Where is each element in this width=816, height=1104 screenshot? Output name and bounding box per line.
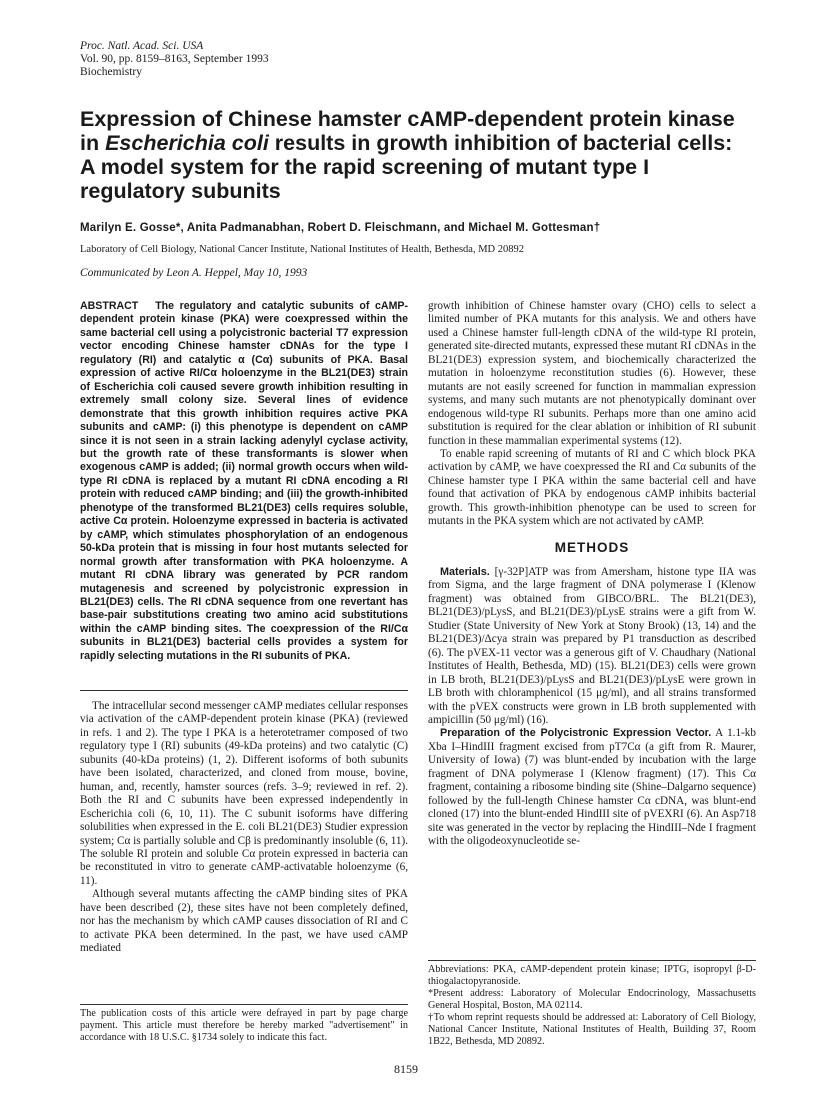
materials-label: Materials. [440,566,490,578]
abstract-text: The regulatory and catalytic subunits of cAMP-dependent protein kinase (PKA) were coexpressed within the same bacterial cell using a polycistronic bacterial T7 expression vector encoding Chinese hamster cDNAs for the type I regulatory (RI) and catalytic α (Cα) subunits of PKA. Basal expression of active RI/Cα holoenzyme in the BL21(DE3) strain of Escherichia coli caused severe growth inhibition resulting in extremely small colony size. Several lines of evidence demonstrate that this growth inhibition requires active PKA subunits and cAMP: (i) this phenotype is dependent on cAMP since it is not seen in a strain lacking adenylyl cyclase activity, but the growth rate of these transformants is slower when exogenous cAMP is added; (ii) normal growth occurs when wild-type RI cDNA is replaced by a mutant RI cDNA encoding a RI protein with reduced cAMP binding; and (iii) the growth-inhibited phenotype of the transformed BL21(DE3) cells requires soluble, active Cα protein. Holoenzyme expressed in bacteria is activated by cAMP, which stimulates phosphorylation of an endogenous 50-kDa protein that is missing in four host mutants selected for normal growth after transformation with PKA holoenzyme. A mutant RI cDNA library was generated by PCR random mutagenesis and screened by polycistronic expression in BL21(DE3) cells. The RI cDNA sequence from one revertant has base-pair substitutions creating two amino acid substitutions within the cAMP binding sites. The coexpression of the RI/Cα subunits in BL21(DE3) bacterial cells provides a system for rapidly selecting mutations in the RI subunits of PKA. [80,300,408,662]
methods-body [428,566,756,849]
footnote-abbreviations: Abbreviations: PKA, cAMP-dependent protein kinase; IPTG, isopropyl β-D-thiogalactopyranoside. [428,964,756,987]
intro-paragraph-2-cont: growth inhibition of Chinese hamster ovary (CHO) cells to select a limited number of PKA mutants for this analysis. We and others have used a Chinese hamster full-length cDNA of the wild-type RI protein, generated site-directed mutants, expressed these mutant RI cDNAs in the BL21(DE3) expression system, and biochemically characterized the mutation in holoenzyme reconstitution studies (6). However, these mutants are not easily screened for function in mammalian expression systems, and many such mutants are not phenotypically dominant over endogenous wild-type RI subunits. Perhaps more than one amino acid substitution is required for the clear ablation or inhibition of RI subunit function in these mammalian experimental systems (12). [428,300,756,447]
journal-section: Biochemistry [80,66,142,78]
abstract [80,300,408,663]
vector-label: Preparation of the Polycistronic Expression Vector. [440,727,712,740]
article-title [80,107,740,203]
abstract-label: ABSTRACT [80,300,139,312]
methods-heading: METHODS [554,540,630,555]
intro-paragraph-3: To enable rapid screening of mutants of RI and C which block PKA activation by cAMP, we have coexpressed the RI and Cα subunits of the Chinese hamster type I PKA within the same bacterial cell and have found that activation of PKA by endogenous cAMP inhibits bacterial growth. This growth-inhibition phenotype can be used to screen for mutants in the PKA system which are not activated by cAMP. [428,447,756,528]
intro-paragraph-1: The intracellular second messenger cAMP mediates cellular responses via activation of the cAMP-dependent protein kinase (PKA) (reviewed in refs. 1 and 2). The type I PKA is a heterotetramer composed of two regulatory type I (RI) subunits (49-kDa proteins) and two catalytic (C) subunits (40-kDa proteins) (1, 2). Different isoforms of both subunits have been isolated, characterized, and cloned from mouse, bovine, human, and, recently, hamster sources (refs. 3–9; reviewed in ref. 2). Both the RI and C subunits have been expressed independently in Escherichia coli (6, 10, 11). The C subunit isoforms have differing solubilities when expressed in the E. coli BL21(DE3) Studier expression system; Cα is partially soluble and Cβ is predominantly insoluble (6, 11). The soluble RI protein and soluble Cα protein expressed in bacteria can be reconstituted in vitro to generate cAMP-activatable holoenzyme (6, 11). [80,700,408,887]
footnotes [428,964,756,1048]
communicated-by: Communicated by Leon A. Heppel, May 10, 1993 [80,267,308,279]
intro-paragraph-2: Although several mutants affecting the cAMP binding sites of PKA have been described (2), these sites have not been completely defined, nor has the mechanism by which cAMP causes dissociation of RI and C to activate PKA been determined. In the past, we have used cAMP mediated [80,888,408,955]
page-number: 8159 [394,1062,418,1076]
publication-note: The publication costs of this article were defrayed in part by page charge payment. This article must therefore be hereby marked "advertisement" in accordance with 18 U.S.C. §1734 solely to indicate this fact. [80,1008,408,1043]
journal-name: Proc. Natl. Acad. Sci. USA [80,40,204,52]
title-part2: results in growth inhibition of bacterial cells: A model system for the rapid screening of mutant type I regulatory subunits [80,131,733,203]
journal-header [80,40,269,79]
footnote-divider-left [80,1004,408,1005]
vector-paragraph [428,727,756,848]
journal-volume: Vol. 90, pp. 8159–8163, September 1993 [80,53,269,65]
vector-text: A 1.1-kb Xba I–HindIII fragment excised from pT7Cα (a gift from R. Maurer, University of Iowa) (7) was blunt-ended by incubation with the large fragment of DNA polymerase I (Klenow fragment) (17). This Cα fragment, containing a ribosome binding site (Shine–Dalgarno sequence) followed by the full-length Chinese hamster Cα cDNA, was blunt-end cloned (17) into the blunt-ended HindIII site of pVEXRI (6). An Asp718 site was generated in the vector by replacing the HindIII–Nde I fragment with the oligodeoxynucleotide se- [428,727,756,848]
materials-paragraph [428,566,756,727]
footnote-reprint: †To whom reprint requests should be addressed at: Laboratory of Cell Biology, National Cancer Institute, National Institutes of Health, Building 37, Room 1B22, Bethesda, MD 20892. [428,1012,756,1047]
abstract-divider [80,690,408,691]
author-list: Marilyn E. Gosse*, Anita Padmanabhan, Robert D. Fleischmann, and Michael M. Gottesman† [80,222,601,234]
footnote-divider-right [428,960,756,961]
introduction-continued [428,300,756,529]
affiliation: Laboratory of Cell Biology, National Cancer Institute, National Institutes of Health, Bethesda, MD 20892 [80,244,525,255]
title-part1: Expression of Chinese hamster cAMP-dependent protein kinase in [80,107,735,155]
materials-text: [γ-32P]ATP was from Amersham, histone type IIA was from Sigma, and the large fragment of DNA polymerase I (Klenow fragment) was obtained from GIBCO/BRL. The BL21(DE3), BL21(DE3)/pLysS, and BL21(DE3)/pLysE strains were a gift from W. Studier (State University of New York at Stony Brook) (13, 14) and the BL21(DE3)/Δcya strain was prepared by P1 transduction as described (6). The pVEX-11 vector was a generous gift of V. Chaudhary (National Institutes of Health, Bethesda, MD) (15). BL21(DE3) cells were grown in LB broth, BL21(DE3)/pLysS and BL21(DE3)/pLysE were grown in LB broth with chloramphenicol (15 μg/ml), and all strains transformed with the pVEX constructs were grown in LB broth supplemented with ampicillin (50 μg/ml) (16). [428,566,756,726]
footnote-present-address: *Present address: Laboratory of Molecular Endocrinology, Massachusetts General Hospital, Boston, MA 02114. [428,988,756,1011]
introduction [80,700,408,956]
title-italic: Escherichia coli [105,131,269,155]
